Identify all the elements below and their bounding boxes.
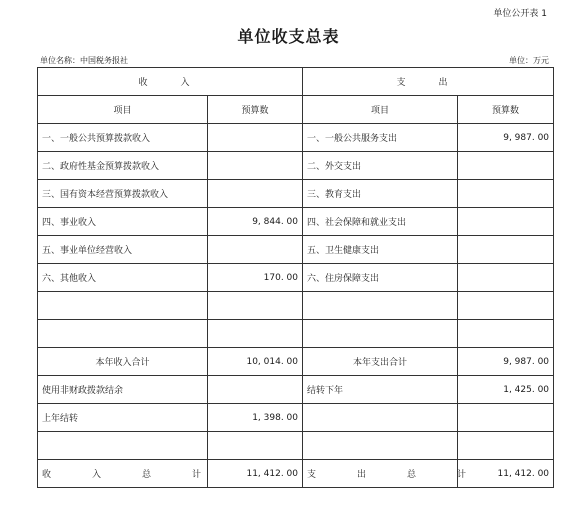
expense-label [303, 292, 458, 320]
income-value [208, 124, 303, 152]
carry-forward-value: 1, 425. 00 [458, 376, 554, 404]
table-row [38, 292, 554, 320]
form-code: 单位公开表 1 [493, 9, 547, 19]
income-header: 收 入 [38, 68, 303, 96]
empty-cell [208, 432, 303, 460]
document-title: 单位收支总表 [237, 27, 340, 46]
revenue-expenditure-table [37, 67, 554, 488]
year-expense-total-label: 本年支出合计 [303, 348, 458, 376]
income-value [208, 152, 303, 180]
table-row [38, 208, 554, 236]
income-value [208, 320, 303, 348]
income-value [208, 236, 303, 264]
income-label: 一、一般公共预算拨款收入 [38, 124, 208, 152]
table-row [38, 124, 554, 152]
empty-cell [458, 404, 554, 432]
nonfiscal-balance-value [208, 376, 303, 404]
carry-forward-label: 结转下年 [303, 376, 458, 404]
expense-label: 三、教育支出 [303, 180, 458, 208]
expense-label: 四、社会保障和就业支出 [303, 208, 458, 236]
section-header-row [38, 68, 554, 96]
last-year-row [38, 404, 554, 432]
expense-budget-header: 预算数 [458, 96, 554, 124]
income-value [208, 292, 303, 320]
expense-label: 一、一般公共服务支出 [303, 124, 458, 152]
balance-row [38, 376, 554, 404]
empty-cell [303, 404, 458, 432]
column-header-row [38, 96, 554, 124]
year-expense-total-value: 9, 987. 00 [458, 348, 554, 376]
grand-income-label: 收 入 总 计 [38, 460, 208, 488]
last-year-label: 上年结转 [38, 404, 208, 432]
empty-cell [458, 432, 554, 460]
table-row [38, 264, 554, 292]
currency-unit: 单位：万元 [509, 56, 549, 65]
income-label: 六、其他收入 [38, 264, 208, 292]
nonfiscal-balance-label: 使用非财政拨款结余 [38, 376, 208, 404]
grand-total-row [38, 460, 554, 488]
income-label: 三、国有资本经营预算拨款收入 [38, 180, 208, 208]
table-row [38, 236, 554, 264]
income-value [208, 180, 303, 208]
last-year-value: 1, 398. 00 [208, 404, 303, 432]
expense-header: 支 出 [303, 68, 554, 96]
expense-label: 二、外交支出 [303, 152, 458, 180]
grand-income-value: 11, 412. 00 [208, 460, 303, 488]
table-row [38, 152, 554, 180]
grand-expense-value: 11, 412. 00 [458, 460, 554, 488]
income-label: 四、事业收入 [38, 208, 208, 236]
table-row [38, 180, 554, 208]
blank-row [38, 432, 554, 460]
expense-value: 9, 987. 00 [458, 124, 554, 152]
table-row [38, 320, 554, 348]
income-value: 9, 844. 00 [208, 208, 303, 236]
year-income-total-label: 本年收入合计 [38, 348, 208, 376]
income-label [38, 292, 208, 320]
unit-name: 单位名称：中国税务报社 [40, 56, 128, 65]
empty-cell [38, 432, 208, 460]
expense-label [303, 320, 458, 348]
income-budget-header: 预算数 [208, 96, 303, 124]
income-label [38, 320, 208, 348]
year-total-row [38, 348, 554, 376]
expense-label: 五、卫生健康支出 [303, 236, 458, 264]
income-label: 二、政府性基金预算拨款收入 [38, 152, 208, 180]
expense-value [458, 152, 554, 180]
grand-expense-label: 支 出 总 计 [303, 460, 458, 488]
income-label: 五、事业单位经营收入 [38, 236, 208, 264]
year-income-total-value: 10, 014. 00 [208, 348, 303, 376]
expense-value [458, 292, 554, 320]
expense-value [458, 180, 554, 208]
expense-item-header: 项目 [303, 96, 458, 124]
expense-value [458, 236, 554, 264]
expense-value [458, 208, 554, 236]
expense-label: 六、住房保障支出 [303, 264, 458, 292]
empty-cell [303, 432, 458, 460]
income-value: 170. 00 [208, 264, 303, 292]
expense-value [458, 320, 554, 348]
income-item-header: 项目 [38, 96, 208, 124]
expense-value [458, 264, 554, 292]
